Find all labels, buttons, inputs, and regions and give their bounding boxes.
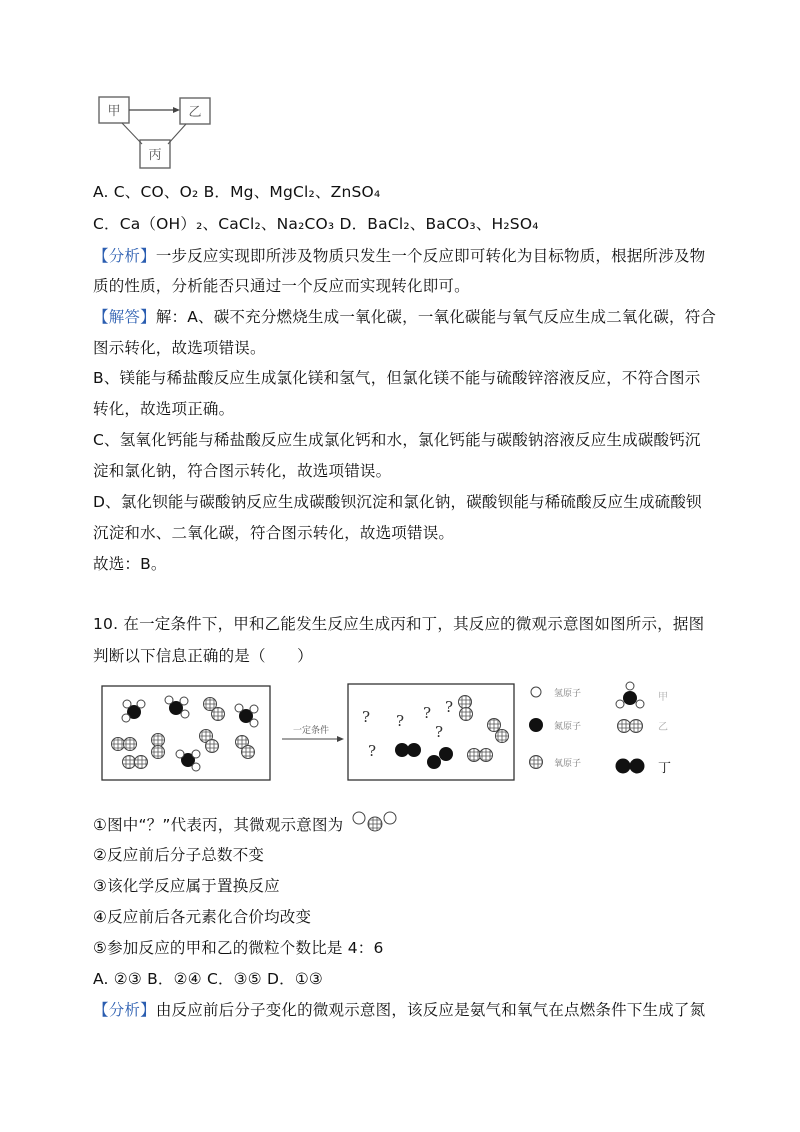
q10-analysis-line1	[93, 998, 705, 1020]
q9-answer-line1	[93, 305, 716, 327]
q9-choice: 故选：B。	[93, 555, 167, 573]
legend-oxygen	[530, 756, 582, 770]
bing-molecule-icon	[351, 810, 399, 832]
node-yi: 乙	[188, 105, 202, 120]
legend-nitrogen	[529, 718, 581, 732]
q9-d-line1: D、氯化钡能与碳酸钠反应生成碳酸钡沉淀和氯化钠，碳酸钡能与稀硫酸反应生成硫酸钡	[93, 493, 702, 511]
legend-jia-molecule	[616, 682, 644, 708]
analysis-tag: 【分析】	[93, 247, 156, 265]
analysis-text: 由反应前后分子变化的微观示意图，该反应是氨气和氧气在点燃条件下生成了氮	[155, 1001, 706, 1019]
statement-4: ④反应前后各元素化合价均改变	[93, 908, 312, 926]
q10-options: A. ②③ B．②④ C．③⑤ D．①③	[93, 970, 324, 988]
unknown-product-mark: ?	[396, 712, 405, 730]
analysis-tag: 【分析】	[93, 1001, 156, 1019]
transformation-diagram	[96, 92, 220, 174]
legend-oxygen-label: 氧原子	[554, 759, 582, 769]
unknown-product-mark: ?	[435, 723, 444, 741]
unknown-product-mark: ?	[445, 698, 454, 716]
q9-c-line1: C、氢氧化钙能与稀盐酸反应生成氯化钙和水，氯化钙能与碳酸钠溶液反应生成碳酸钙沉	[93, 431, 701, 449]
legend-hydrogen-label: 氢原子	[554, 689, 582, 699]
q9-options-ab: A. C、CO、O₂ B．Mg、MgCl₂、ZnSO₄	[93, 183, 381, 201]
node-bing: 丙	[148, 148, 162, 163]
q9-answer-line2: 图示转化，故选项错误。	[93, 339, 266, 357]
q9-analysis-line1	[93, 244, 705, 266]
reaction-micro-diagram	[96, 678, 706, 790]
q9-options-cd: C．Ca（OH）₂、CaCl₂、Na₂CO₃ D．BaCl₂、BaCO₃、H₂SO₄	[93, 215, 539, 233]
q9-c-line2: 淀和氯化钠，符合图示转化，故选项错误。	[93, 462, 392, 480]
legend-yi-molecule	[618, 720, 643, 733]
legend-ding-molecule	[616, 759, 645, 774]
statement-1	[93, 810, 399, 835]
node-jia: 甲	[107, 104, 121, 119]
legend-nitrogen-label: 氮原子	[554, 722, 582, 732]
q10-stem-line1: 10. 在一定条件下，甲和乙能发生反应生成丙和丁，其反应的微观示意图如图所示，据图	[93, 615, 705, 633]
unknown-product-mark: ?	[368, 742, 377, 760]
legend-jia-label: 甲	[658, 692, 668, 703]
answer-tag: 【解答】	[93, 308, 156, 326]
q9-b-line1: B、镁能与稀盐酸反应生成氯化镁和氢气，但氯化镁不能与硫酸锌溶液反应，不符合图示	[93, 369, 701, 387]
legend-ding-label: 丁	[658, 761, 672, 776]
q9-analysis-line2: 质的性质，分析能否只通过一个反应而实现转化即可。	[93, 277, 470, 295]
legend-yi-label: 乙	[658, 722, 668, 733]
q9-d-line2: 沉淀和水、二氧化碳，符合图示转化，故选项错误。	[93, 524, 455, 542]
analysis-text: 一步反应实现即所涉及物质只发生一个反应即可转化为目标物质，根据所涉及物	[155, 247, 706, 265]
arrow-condition: 一定条件	[292, 726, 330, 736]
q10-stem-line2: 判断以下信息正确的是（ ）	[93, 647, 313, 665]
legend-hydrogen	[531, 687, 581, 699]
unknown-product-mark: ?	[362, 708, 371, 726]
unknown-product-mark: ?	[423, 704, 432, 722]
statement-3: ③该化学反应属于置换反应	[93, 877, 280, 895]
q9-b-line2: 转化，故选项正确。	[93, 400, 235, 418]
statement-1-text: ①图中“？”代表丙，其微观示意图为	[93, 816, 344, 834]
answer-text: 解：A、碳不充分燃烧生成一氧化碳，一氧化碳能与氧气反应生成二氧化碳，符合	[155, 308, 717, 326]
statement-5: ⑤参加反应的甲和乙的微粒个数比是 4：6	[93, 939, 384, 957]
statement-2: ②反应前后分子总数不变	[93, 846, 265, 864]
